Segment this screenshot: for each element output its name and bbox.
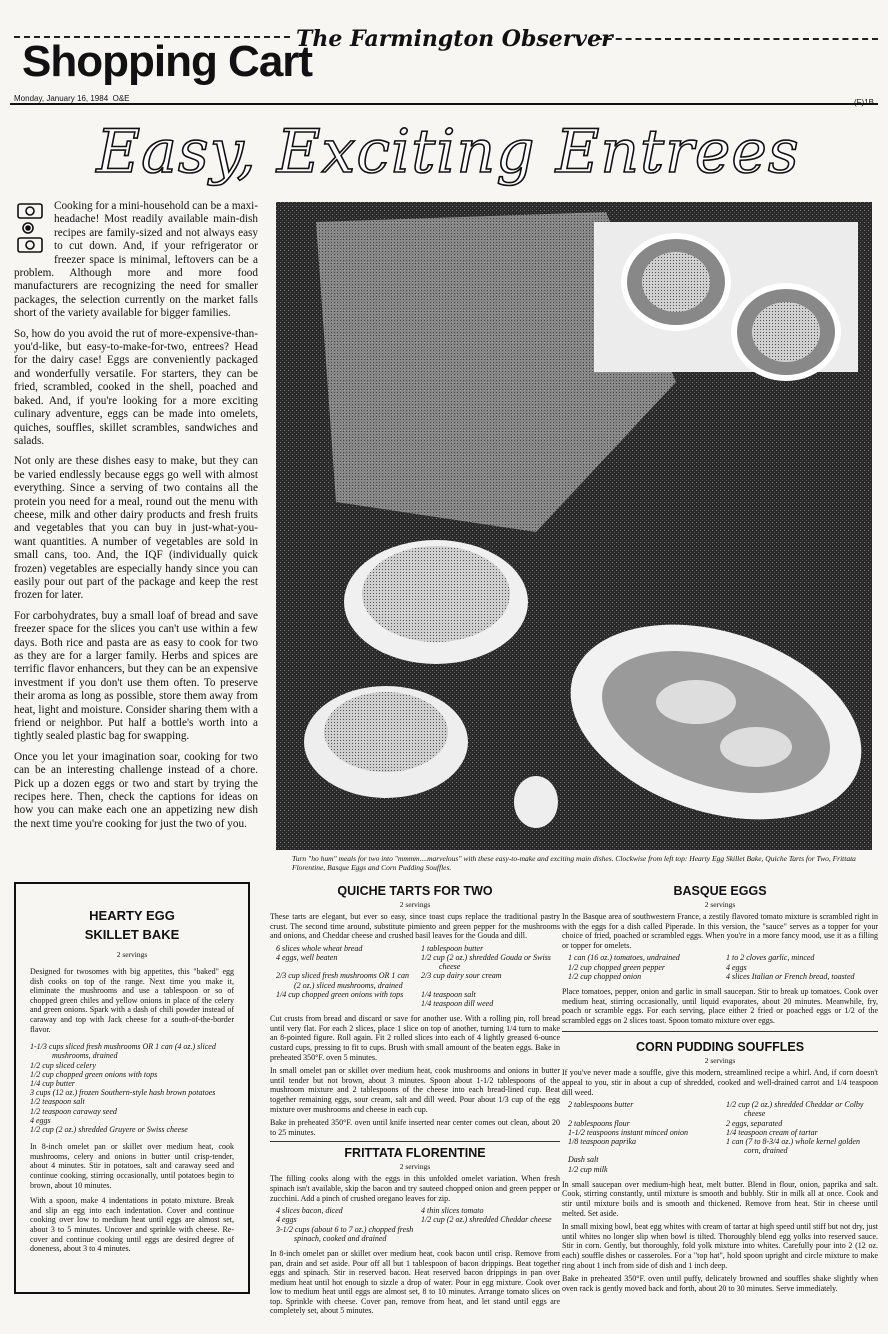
recipe-steps — [270, 1014, 560, 1137]
ingredient: 4 thin slices tomato — [421, 1206, 484, 1216]
skillet-bake-dish — [344, 540, 528, 664]
recipe-basque-eggs — [562, 884, 878, 1025]
ingredient: 1/2 cup (2 oz.) shredded Gouda or Swiss cheese — [421, 952, 551, 972]
ingredient: 1/2 cup chopped onion — [568, 971, 642, 981]
headline: Easy, Exciting Entrees — [96, 117, 800, 187]
ingredient: 4 eggs — [276, 1215, 297, 1225]
recipe-step: Place tomatoes, pepper, onion and garlic in small saucepan. Stir to break up tomatoes. Cook over medium heat, stirring occasionally, until liquid evaporates, about 20 minutes. Meanwhile, fry, poach or scramble eggs. For each serving, place either 2 fried or poached eggs or 1/2 of the scrambled eggs on 2 slices toast. Spoon tomato mixture over eggs. — [562, 986, 878, 1025]
recipe-title: QUICHE TARTS FOR TWO — [337, 884, 493, 898]
edition-mark: O&E — [112, 94, 130, 103]
ingredient: 4 slices bacon, diced — [276, 1206, 343, 1216]
recipe-servings: 2 servings — [399, 900, 431, 909]
ingredient: 2/3 cup sliced fresh mushrooms OR 1 can (2 oz.) sliced mushrooms, drained — [276, 971, 409, 990]
masthead-bar — [10, 103, 878, 105]
ingredient: 1/2 cup chopped green pepper — [568, 962, 666, 972]
ingredient: 1/2 teaspoon salt — [30, 1097, 85, 1107]
recipe-quiche-tarts — [270, 884, 560, 1137]
oven-icon — [18, 238, 42, 252]
ingredient: 4 eggs — [726, 962, 747, 972]
ingredient: 1/4 cup chopped green onions with tops — [276, 989, 404, 999]
recipe-steps — [562, 987, 878, 1025]
ingredient: 1/2 cup (2 oz.) shredded Gruyere or Swiss cheese — [30, 1124, 188, 1134]
recipe-intro: These tarts are elegant, but ever so easy, since toast cups replace the traditional pastry crust. The second time around, substitute pimiento and green pepper for the mushrooms and onions, and Cheddar cheese and crushed basil leaves for the Gouda and dill. — [270, 912, 560, 941]
ingredient: 1/2 cup (2 oz.) shredded Cheddar cheese — [421, 1215, 552, 1225]
recipe-step: With a spoon, make 4 indentations in potato mixture. Break and slip an egg into each indentation. Cover and continue cooking over low to medium heat until eggs are almost set, about 3 to 5 minutes. Uncover and sprinkle with cheese. Re-cover and continue cooking until eggs are desired degree of doneness, about 3 to 4 minutes. — [30, 1196, 234, 1254]
paper-name: The Farmington Observer — [296, 26, 613, 52]
recipe-title-line: HEARTY EGG — [89, 908, 175, 923]
recipe-step: In small omelet pan or skillet over medium heat, cook mushrooms and onions in butter until tender but not brown, about 3 minutes. Spoon about 1-1/2 tablespoons of the mushroom mixture and 2 tablespoons of the cheese into each bread-lined cup. Beat together remaining eggs, sour cream, salt and dill weed. Pour about 1/3 cup of the egg mixture over mushrooms and cheese in each cup. — [270, 1066, 560, 1114]
ingredient: 4 slices Italian or French bread, toasted — [726, 971, 855, 981]
recipe-step: Bake in preheated 350°F. oven until puffy, delicately browned and souffles shake slightly when oven rack is gently moved back and forth, about 20 to 30 minutes. Serve immediately. — [562, 1274, 878, 1293]
ingredient: 1 can (7 to 8-3/4 oz.) whole kernel golden corn, drained — [726, 1136, 860, 1156]
intro-paragraph: For carbohydrates, buy a small loaf of bread and save freezer space for the slices you can't use within a few days. Both rice and pasta are as easy to cook for two as they are for a larger family. Herbs and spices are terrific flavor enhancers, but they can be an expensive investment if you don't use them often. To preserve their aroma as long as possible, store them away from heat, light and moisture. Consider sharing them with a friend or neighbor. Put half a bottle's worth into a tightly sealed plastic bag for swapping. — [14, 609, 258, 743]
dateline — [14, 94, 130, 103]
ingredient-list — [270, 944, 560, 1008]
ingredient: 2 tablespoons flour — [568, 1118, 630, 1128]
recipe-title: FRITTATA FLORENTINE — [344, 1146, 486, 1161]
ingredient: 2 tablespoons butter — [568, 1100, 634, 1110]
ingredient-list — [270, 1206, 560, 1243]
ingredient: 1 to 2 cloves garlic, minced — [726, 953, 815, 963]
recipe-intro: In the Basque area of southwestern France, a zestily flavored tomato mixture is scrambled right in with the eggs for a dish called Piperade. In this version, the "sauce" serves as a topper for your choice of fried, poached or scrambled eggs. When you're in a more fancy mood, use it as a filling or topper for omelets. — [562, 912, 878, 950]
ingredient: 1/4 teaspoon cream of tartar — [726, 1127, 818, 1137]
recipe-steps — [270, 1249, 560, 1316]
intro-paragraph: Not only are these dishes easy to make, but they can be varied endlessly because eggs go well with almost everything. Since a serving of two contains all the protein you need for a meal, round out the menu with cheese, milk and other dairy products and fresh fruits and vegetables that you can buy in just-what-you-want quantities. A number of vegetables are sold in small cans, too. And, the IQF (individually quick frozen) vegetables are especially handy since you can easily pour out part of the package and keep the rest frozen for later. — [14, 455, 258, 602]
recipe-divider — [562, 1031, 878, 1032]
recipe-title — [30, 906, 234, 944]
ingredient: 3 cups (12 oz.) frozen Southern-style hash brown potatoes — [30, 1088, 216, 1098]
ingredient: 6 slices whole wheat bread — [276, 943, 363, 953]
intro-paragraph: So, how do you avoid the rut of more-expensive-than-you'd-like, but easy-to-make-for-two, entrees? Head for the dairy case! Eggs are conveniently packaged and wonderfully versatile. For starters, they can be fried, scrambled, cooked in the shell, poached and baked. And, if you're looking for a more exciting culinary adventure, eggs can be made into omelets, quiches, souffles, skillet scrambles, sandwiches and salads. — [14, 327, 258, 447]
ingredient: Dash salt — [568, 1155, 599, 1165]
ingredient: 1-1/3 cups sliced fresh mushrooms OR 1 can (4 oz.) sliced mushrooms, drained — [30, 1042, 216, 1061]
recipe-step: Bake in preheated 350°F. oven until knife inserted near center comes out clean, about 20 to 25 minutes. — [270, 1118, 560, 1137]
intro-paragraph: Once you let your imagination soar, cooking for two can be an interesting challenge instead of a chore. Pick up a dozen eggs or two and start by trying the recipes here. Then, check the captions for ideas on how you can make each one an appetizing new dish the next time you're cooking for just the two of you. — [14, 750, 258, 830]
ingredient: 1-1/2 teaspoons instant minced onion — [568, 1127, 688, 1137]
whole-egg — [514, 776, 558, 828]
dishes-photo — [276, 202, 872, 850]
ingredient — [720, 1165, 878, 1174]
ingredient — [270, 999, 415, 1008]
recipe-step: Cut crusts from bread and discard or save for another use. With a rolling pin, roll bread until very flat. For each 2 slices, place 1 slice on top of another, turning 1/4 turn to make an 8-pointed figure. Roll again. Fit 2 rolled slices into each of 4 lightly greased 6-ounce custard cups, pressing to fit to cups. Brush with small amount of the beaten eggs. Bake in preheated 350°F. oven 5 minutes. — [270, 1014, 560, 1062]
ingredient: 1 tablespoon butter — [421, 943, 484, 953]
appliance-icons — [14, 200, 50, 254]
intro-article — [14, 200, 258, 838]
ingredient: 1/2 cup (2 oz.) shredded Cheddar or Colby cheese — [726, 1100, 864, 1119]
recipe-steps — [30, 1142, 234, 1254]
ingredient: 1/2 teaspoon caraway seed — [30, 1106, 117, 1116]
ingredient: 1/8 teaspoon paprika — [568, 1136, 636, 1146]
recipe-corn-pudding-souffles — [562, 1040, 878, 1293]
ingredient: 1/2 cup sliced celery — [30, 1060, 96, 1070]
souffle-dish — [304, 686, 468, 798]
ingredient: 1/4 teaspoon salt — [421, 989, 476, 999]
recipe-intro: The filling cooks along with the eggs in this unfolded omelet variation. When fresh spinach isn't available, skip the bacon and try sauteed chopped onion and green pepper or zucchini. Add a pinch of crushed oregano leaves for zip. — [270, 1174, 560, 1203]
recipe-hearty-egg-skillet-bake — [14, 882, 250, 1294]
date: Monday, January 16, 1984 — [14, 94, 109, 103]
ingredient: 3-1/2 cups (about 6 to 7 oz.) chopped fresh spinach, cooked and drained — [276, 1224, 414, 1243]
intro-paragraph: Cooking for a mini-household can be a maxi-headache! Most readily available main-dish recipes are family-sized and not always easy to cut down. And, if your refrigerator or freezer space is minimal, leftovers can be a problem. Although more and more food manufacturers are recognizing the need for smaller packages, the selection currently on the market falls short of the variety available for bigger families. — [14, 200, 258, 320]
recipe-steps — [562, 1180, 878, 1294]
quiche-tart-dish — [594, 222, 858, 378]
recipe-step: In 8-inch omelet pan or skillet over medium heat, cook mushrooms, celery and onions in butter until crisp-tender, about 4 minutes. Stir in potatoes, salt and caraway seed and continue cooking, stirring occasionally, until potatoes begin to brown, about 10 minutes. — [30, 1142, 234, 1190]
ingredient: 1/2 cup milk — [568, 1164, 608, 1174]
ingredient-list — [562, 953, 878, 981]
recipe-servings: 2 servings — [704, 1056, 736, 1066]
ingredient — [720, 1155, 878, 1164]
ingredient: 2/3 cup dairy sour cream — [421, 971, 502, 981]
recipe-servings: 2 servings — [704, 900, 736, 909]
dishes-photo-art — [276, 202, 872, 850]
ingredient: 4 eggs — [30, 1115, 51, 1125]
section-title: Shopping Cart — [22, 37, 313, 86]
recipe-servings: 2 servings — [399, 1162, 431, 1172]
ingredient: 1 can (16 oz.) tomatoes, undrained — [568, 953, 680, 963]
recipe-column-right — [562, 884, 878, 1297]
recipe-title-line: SKILLET BAKE — [84, 927, 180, 942]
recipe-intro: If you've never made a souffle, give this modern, streamlined recipe a whirl. And, if corn doesn't appeal to you, stir in about a cup of shredded, cooked and well-drained carrot and 1/4 teaspoon dill weed. — [562, 1068, 878, 1097]
camera-icon — [18, 204, 42, 218]
ingredient: 1/2 cup chopped green onions with tops — [30, 1069, 158, 1079]
photo-caption: Turn "ho hum" meals for two into "mmmm....marvelous" with these easy-to-make and exciting main dishes. Clockwise from left top: Hearty Egg Skillet Bake, Quiche Tarts for Two, Frittata Florentine, Basque Eggs and Corn Pudding Souffles. — [292, 854, 856, 872]
ingredient — [415, 1225, 560, 1243]
ingredient: 1/4 teaspoon dill weed — [421, 999, 494, 1008]
ingredient: 4 eggs, well beaten — [276, 952, 338, 962]
ingredient: 1/4 cup butter — [30, 1078, 75, 1088]
egg-icon — [23, 223, 33, 233]
recipe-column-center — [270, 884, 560, 1322]
ingredient: 2 eggs, separated — [726, 1118, 783, 1128]
ingredient-list — [30, 1042, 234, 1134]
ingredient-list — [562, 1100, 878, 1174]
recipe-title: CORN PUDDING SOUFFLES — [635, 1040, 805, 1055]
masthead-rule-right — [596, 38, 878, 40]
recipe-intro: Designed for twosomes with big appetites, this "baked" egg dish cooks on top of the range. Next time you make it, eliminate the mushrooms and use a tablespoon or so of chopped green chiles and yellow onions in place of the celery and green onions. Spark with a dash of chili powder instead of caraway and top with Jack cheese for a south-of-the-border flavor. — [30, 967, 234, 1034]
recipe-step: In 8-inch omelet pan or skillet over medium heat, cook bacon until crisp. Remove from pan, drain and set aside. Pour off all but 1 tablespoon of bacon drippings. Beat together eggs and spinach. Stir in reserved bacon. Heat reserved bacon drippings in pan over medium heat until hot enough to sizzle a drop of water. Pour in egg mixture. Cook over low to medium heat until eggs are almost set, 8 to 10 minutes. Arrange tomato slices on top. Sprinkle with cheese. Cover pan, remove from heat, and let stand until eggs are completely set, about 5 minutes. — [270, 1248, 560, 1316]
recipe-title: BASQUE EGGS — [673, 884, 767, 898]
recipe-divider — [270, 1141, 560, 1142]
recipe-step: In small mixing bowl, beat egg whites with cream of tartar at high speed until stiff but not dry, just until whites no longer slip when bowl is tilted. Thoroughly blend egg yolks into reserved sauce. Stir in corn. Gently, but thoroughly, fold yolk mixture into whites. Carefully pour into 2 (12 oz. each) souffle dishes or casseroles. For a "top hat", hold spoon upright and circle mixture to make ring about 1 inch from side of dish and 1 inch deep. — [562, 1222, 878, 1270]
recipe-frittata-florentine — [270, 1146, 560, 1316]
recipe-servings: 2 servings — [116, 950, 148, 959]
page-number: (F)1B — [854, 98, 874, 107]
recipe-step: In small saucepan over medium-high heat, melt butter. Blend in flour, onion, paprika and salt. Cook, stirring constantly, until mixture is smooth and bubbly. Stir in milk all at once. Cook and stir until mixture boils and is smooth and thickened. Remove from heat. Stir in cheese until melted. Set aside. — [562, 1179, 878, 1218]
